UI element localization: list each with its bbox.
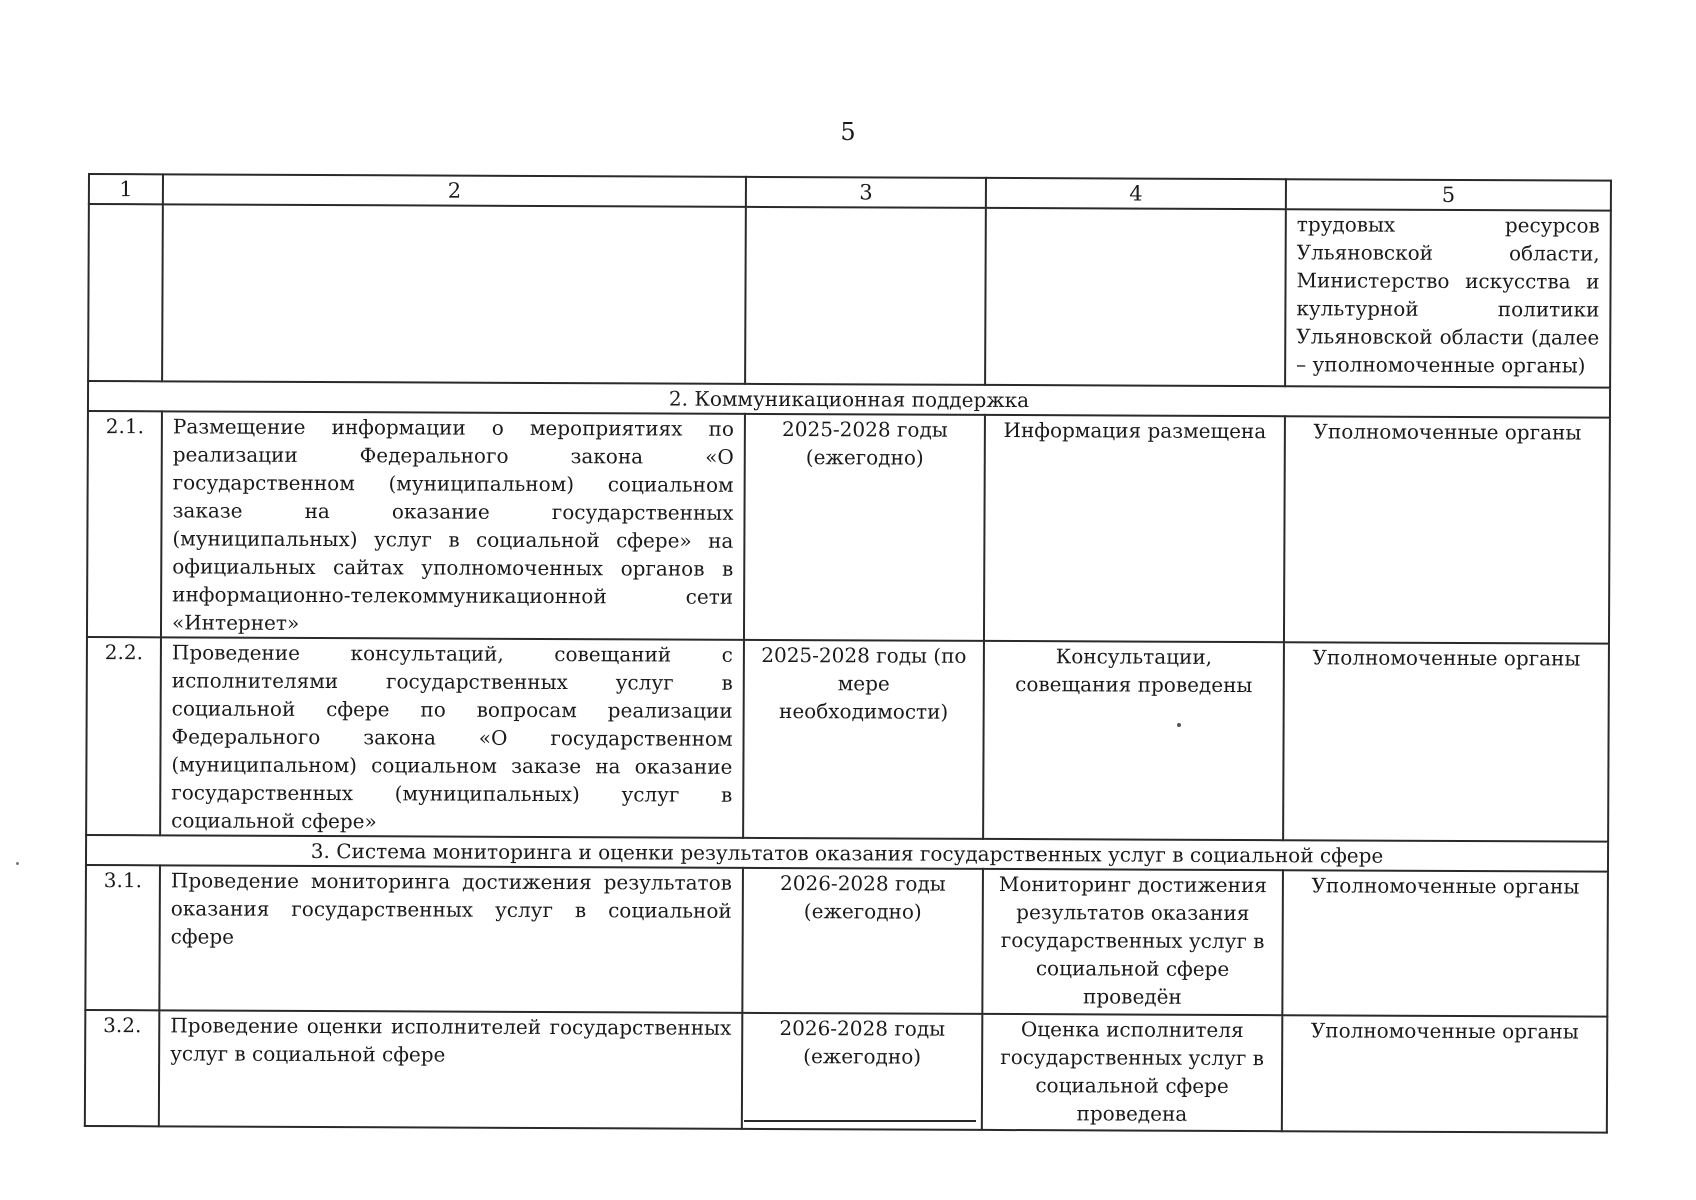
term-cell: 2025-2028 годы (ежегодно)	[744, 414, 985, 641]
term-cell	[745, 207, 986, 385]
executor-cell: Уполномоченные органы	[1283, 642, 1609, 841]
result-cell	[985, 208, 1286, 386]
column-number: 1	[89, 174, 163, 204]
table-row	[86, 637, 1609, 842]
activity-cell: Проведение консультаций, совещаний с исполнителями государственных услуг в социальной сфере по вопросам реализации Федерального закона «О государственном (муниципальном) социальном заказе на оказание государственных (муниципальных) услуг в социальной сфере»	[160, 637, 744, 838]
executor-cell: Уполномоченные органы	[1282, 870, 1608, 1016]
scan-speck	[16, 862, 19, 865]
result-cell: Информация размещена	[984, 415, 1285, 642]
table-row	[85, 1010, 1607, 1133]
plan-table	[84, 173, 1612, 1134]
executor-cell: Уполномоченные органы	[1284, 416, 1610, 643]
continuation-row	[88, 204, 1611, 388]
section-title: 3. Система мониторинга и оценки результатов оказания государственных услуг в социальной сфере	[86, 835, 1608, 872]
term-cell: 2025-2028 годы (по мере необходимости)	[743, 640, 984, 839]
executor-cell: Уполномоченные органы	[1282, 1015, 1608, 1132]
page-number: 5	[840, 118, 856, 146]
result-cell: Мониторинг достижения результатов оказания государственных услуг в социальной сфере проведён	[982, 869, 1283, 1015]
table-row	[85, 865, 1608, 1017]
activity-cell: Размещение информации о мероприятиях по реализации Федерального закона «О государственном (муниципальном) социальном заказе на оказание государственных (муниципальных) услуг в социальной сфере» на официальных сайтах уполномоченных органов в информационно-телекоммуникационной сети «Интернет»	[161, 411, 745, 640]
row-number	[88, 204, 163, 381]
term-cell: 2026-2028 годы (ежегодно)	[742, 1013, 983, 1130]
scan-speck	[1177, 723, 1181, 727]
column-number: 3	[746, 177, 986, 208]
row-number: 2.1.	[87, 411, 162, 637]
table-row	[87, 411, 1610, 644]
result-cell: Консультации, совещания проведены	[983, 641, 1284, 840]
column-number: 5	[1286, 179, 1611, 210]
row-number: 3.1.	[85, 865, 160, 1010]
end-of-document-rule	[744, 1120, 976, 1122]
activity-cell: Проведение оценки исполнителей государственных услуг в социальной сфере	[159, 1010, 743, 1129]
section-title: 2. Коммуникационная поддержка	[88, 381, 1610, 418]
row-number: 3.2.	[85, 1010, 160, 1126]
term-cell: 2026-2028 годы (ежегодно)	[742, 868, 983, 1014]
result-cell: Оценка исполнителя государственных услуг в социальной сфере проведена	[982, 1014, 1283, 1131]
activity-cell: Проведение мониторинга достижения результатов оказания государственных услуг в социальной сфере	[159, 865, 743, 1013]
activity-cell	[162, 204, 746, 384]
executor-cell: трудовых ресурсов Ульяновской области, Министерство искусства и культурной политики Ульяновской области (далее – уполномоченные органы)	[1285, 209, 1611, 387]
column-number: 2	[163, 174, 746, 207]
column-number: 4	[986, 178, 1286, 209]
row-number: 2.2.	[86, 637, 161, 835]
